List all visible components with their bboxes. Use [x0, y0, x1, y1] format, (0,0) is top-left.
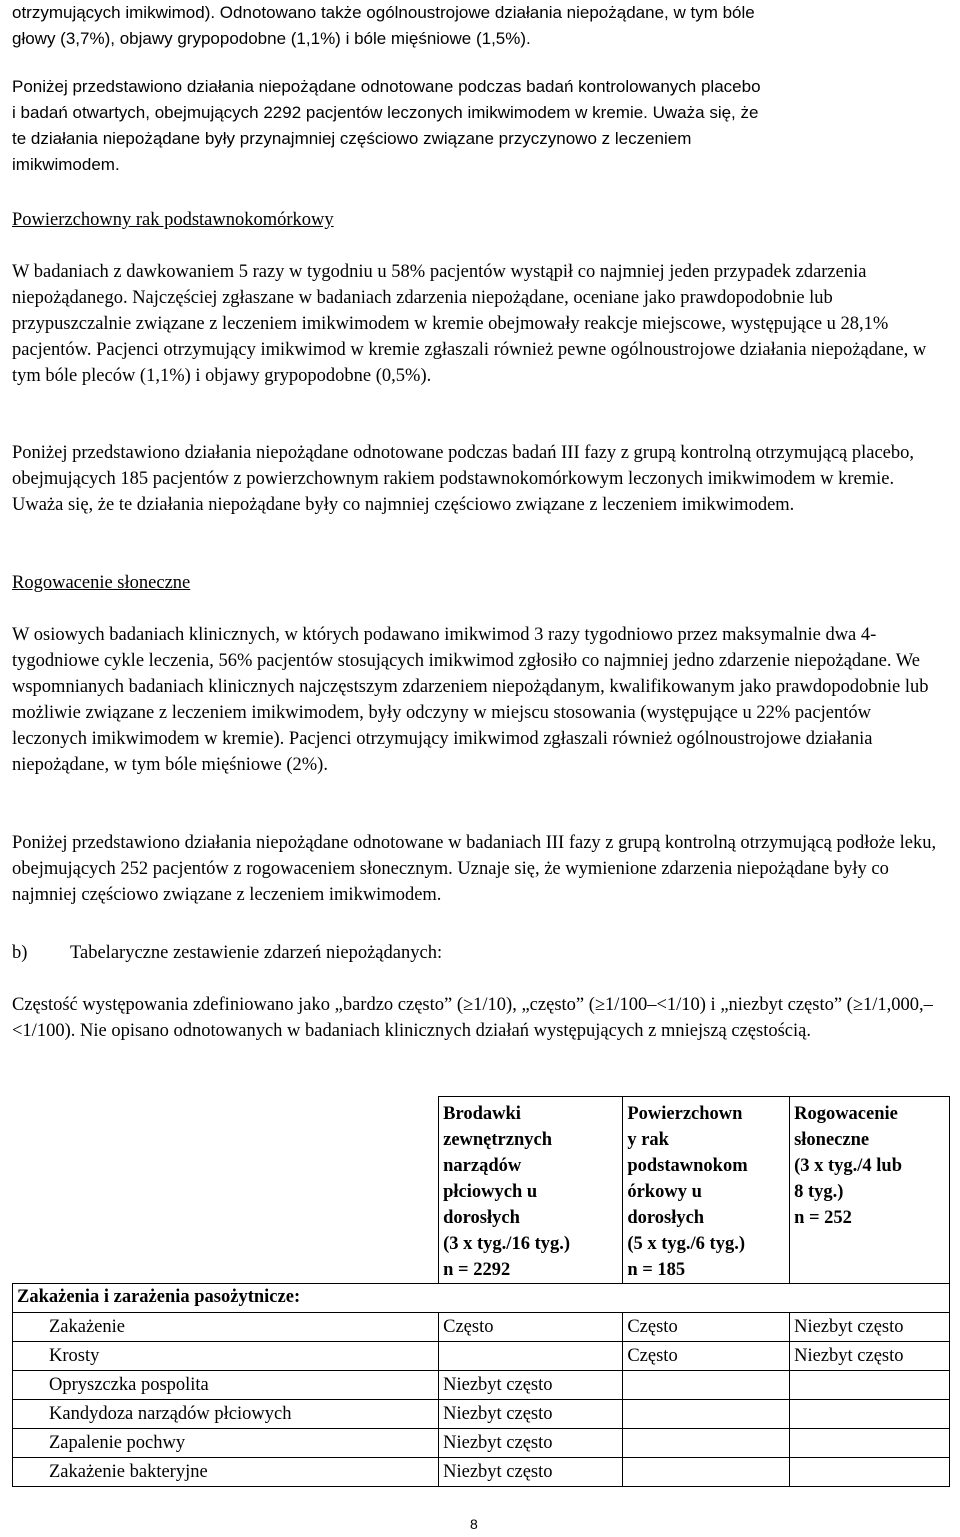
header-line: dorosłych: [443, 1208, 520, 1228]
table-cell: Często: [623, 1342, 790, 1371]
subsection-title: Tabelaryczne zestawienie zdarzeń niepożądanych:: [70, 943, 443, 963]
header-line: narządów: [443, 1156, 522, 1176]
table-cell: [623, 1429, 790, 1458]
table-cell: Niezbyt często: [439, 1458, 623, 1487]
table-row: [13, 1342, 950, 1371]
subsection-label: b): [12, 943, 28, 963]
paragraph-text: Poniżej przedstawiono działania niepożądane odnotowane w badaniach III fazy z grupą kontrolną otrzymującą podłoże leku, obejmujących 252 pacjentów z rogowaceniem słonecznym. Uznaje się, że wymienione zdarzenia niepożądane były co najmniej częściowo związane z leczeniem imikwimodem.: [12, 833, 937, 905]
paragraph-bcc-table-intro: [12, 440, 948, 518]
header-line: y rak: [627, 1130, 669, 1150]
table-header-row: [13, 1097, 950, 1284]
paragraph-placebo-studies: [12, 74, 948, 178]
paragraph-ak-table-intro: [12, 830, 948, 908]
paragraph-frequency-definition: [12, 992, 948, 1044]
table-cell: [790, 1429, 950, 1458]
paragraph-ak-summary: [12, 622, 948, 778]
table-cell-term: Zakażenie: [13, 1313, 439, 1342]
header-line: dorosłych: [627, 1208, 705, 1228]
header-line: (3 x tyg./4 lub: [794, 1156, 903, 1176]
text-line: imikwimodem.: [12, 155, 120, 174]
table-cell-term: Kandydoza narządów płciowych: [13, 1400, 439, 1429]
table-header-genital-warts: [439, 1097, 623, 1284]
table-header-bcc: [623, 1097, 790, 1284]
table-header-blank: [13, 1097, 439, 1284]
header-line: słoneczne: [794, 1130, 870, 1150]
table-cell: Niezbyt często: [439, 1429, 623, 1458]
header-line: (3 x tyg./16 tyg.): [443, 1234, 571, 1254]
section-heading: Powierzchowny rak podstawnokomórkowy: [12, 210, 334, 230]
table-cell: Często: [439, 1313, 623, 1342]
header-line: podstawnokom: [627, 1156, 748, 1176]
header-line: płciowych u: [443, 1182, 538, 1202]
header-line: n = 185: [627, 1260, 686, 1280]
header-line: n = 252: [794, 1208, 852, 1228]
table-cell: Często: [623, 1313, 790, 1342]
section-heading-bcc: [12, 207, 948, 233]
text-line: otrzymujących imikwimod). Odnotowano także ogólnoustrojowe działania niepożądane, w tym bóle: [12, 3, 755, 22]
table-row: [13, 1313, 950, 1342]
paragraph-bcc-summary: [12, 259, 948, 389]
header-line: zewnętrznych: [443, 1130, 553, 1150]
table-cell: [790, 1458, 950, 1487]
table-cell: [623, 1400, 790, 1429]
paragraph-text: Poniżej przedstawiono działania niepożądane odnotowane podczas badań III fazy z grupą kontrolną otrzymującą placebo, obejmujących 185 pacjentów z powierzchownym rakiem podstawnokomórkowym leczonych imikwimodem w kremie. Uważa się, że te działania niepożądane były co najmniej częściowo związane z leczeniem imikwimodem.: [12, 443, 915, 515]
paragraph-text: Częstość występowania zdefiniowano jako „bardzo często” (≥1/10), „często” (≥1/100–<1/10) i „niezbyt często” (≥1/1,000,–<1/100). Nie opisano odnotowanych w badaniach klinicznych działań występujących z mniejszą częstością.: [12, 995, 933, 1041]
adverse-events-table: [12, 1096, 950, 1487]
table-row: [13, 1371, 950, 1400]
section-heading: Rogowacenie słoneczne: [12, 573, 191, 593]
header-line: Rogowacenie: [794, 1104, 898, 1124]
paragraph-intro-end: [12, 0, 948, 52]
paragraph-text: W badaniach z dawkowaniem 5 razy w tygodniu u 58% pacjentów wystąpił co najmniej jeden przypadek zdarzenia niepożądanego. Najczęściej zgłaszane w badaniach zdarzenia niepożądane, oceniane jako prawdopodobnie lub przypuszczalnie związane z leczeniem imikwimodem w kremie obejmowały reakcje miejscowe, występujące u 28,1% pacjentów. Pacjenci otrzymujący imikwimod w kremie zgłaszali również pewne ogólnoustrojowe działania niepożądane, w tym bóle pleców (1,1%) i objawy grypopodobne (0,5%).: [12, 262, 927, 386]
table-group-label: Zakażenia i zarażenia pasożytnicze:: [13, 1284, 950, 1313]
section-heading-ak: [12, 570, 948, 596]
table-row: [13, 1400, 950, 1429]
table-cell-term: Zakażenie bakteryjne: [13, 1458, 439, 1487]
table-cell: Niezbyt często: [790, 1313, 950, 1342]
page-number: 8: [470, 1516, 478, 1532]
table-cell: [439, 1342, 623, 1371]
table-row: [13, 1458, 950, 1487]
table-cell: Niezbyt często: [439, 1371, 623, 1400]
text-line: [12, 100, 948, 126]
table-cell-term: Krosty: [13, 1342, 439, 1371]
text-span: i badań otwartych, obejmujących 2292 pacjentów leczonych imikwimodem w kremie.: [12, 103, 648, 122]
table-row: [13, 1429, 950, 1458]
table-cell: [623, 1458, 790, 1487]
table-cell-term: Zapalenie pochwy: [13, 1429, 439, 1458]
table-cell: [790, 1400, 950, 1429]
paragraph-text: W osiowych badaniach klinicznych, w których podawano imikwimod 3 razy tygodniowo przez maksymalnie dwa 4-tygodniowe cykle leczenia, 56% pacjentów stosujących imikwimod zgłosiło co najmniej jedno zdarzenie niepożądane. We wspomnianych badaniach klinicznych najczęstszym zdarzeniem niepożądanym, kwalifikowanym jako prawdopodobnie lub możliwie związane z leczeniem imikwimodem, były odczyny w miejscu stosowania (występujące u 22% pacjentów leczonych imikwimodem w kremie). Pacjenci otrzymujący imikwimod zgłaszali również ogólnoustrojowe działania niepożądane, w tym bóle mięśniowe (2%).: [12, 625, 929, 775]
table-cell: Niezbyt często: [439, 1400, 623, 1429]
text-line: te działania niepożądane były przynajmniej częściowo związane przyczynowo z leczeniem: [12, 129, 692, 148]
header-line: Brodawki: [443, 1104, 521, 1124]
text-line: Poniżej przedstawiono działania niepożądane odnotowane podczas badań kontrolowanych placebo: [12, 77, 761, 96]
table-group-row: [13, 1284, 950, 1313]
text-line: głowy (3,7%), objawy grypopodobne (1,1%) i bóle mięśniowe (1,5%).: [12, 29, 531, 48]
header-line: (5 x tyg./6 tyg.): [627, 1234, 746, 1254]
table-cell: [623, 1371, 790, 1400]
header-line: órkowy u: [627, 1182, 702, 1202]
table-header-ak: [790, 1097, 950, 1284]
header-line: Powierzchown: [627, 1104, 743, 1124]
header-line: 8 tyg.): [794, 1182, 844, 1202]
header-line: n = 2292: [443, 1260, 511, 1280]
text-span: Uważa się, że: [647, 103, 759, 122]
table-cell: Niezbyt często: [790, 1342, 950, 1371]
table-cell-term: Opryszczka pospolita: [13, 1371, 439, 1400]
table-cell: [790, 1371, 950, 1400]
